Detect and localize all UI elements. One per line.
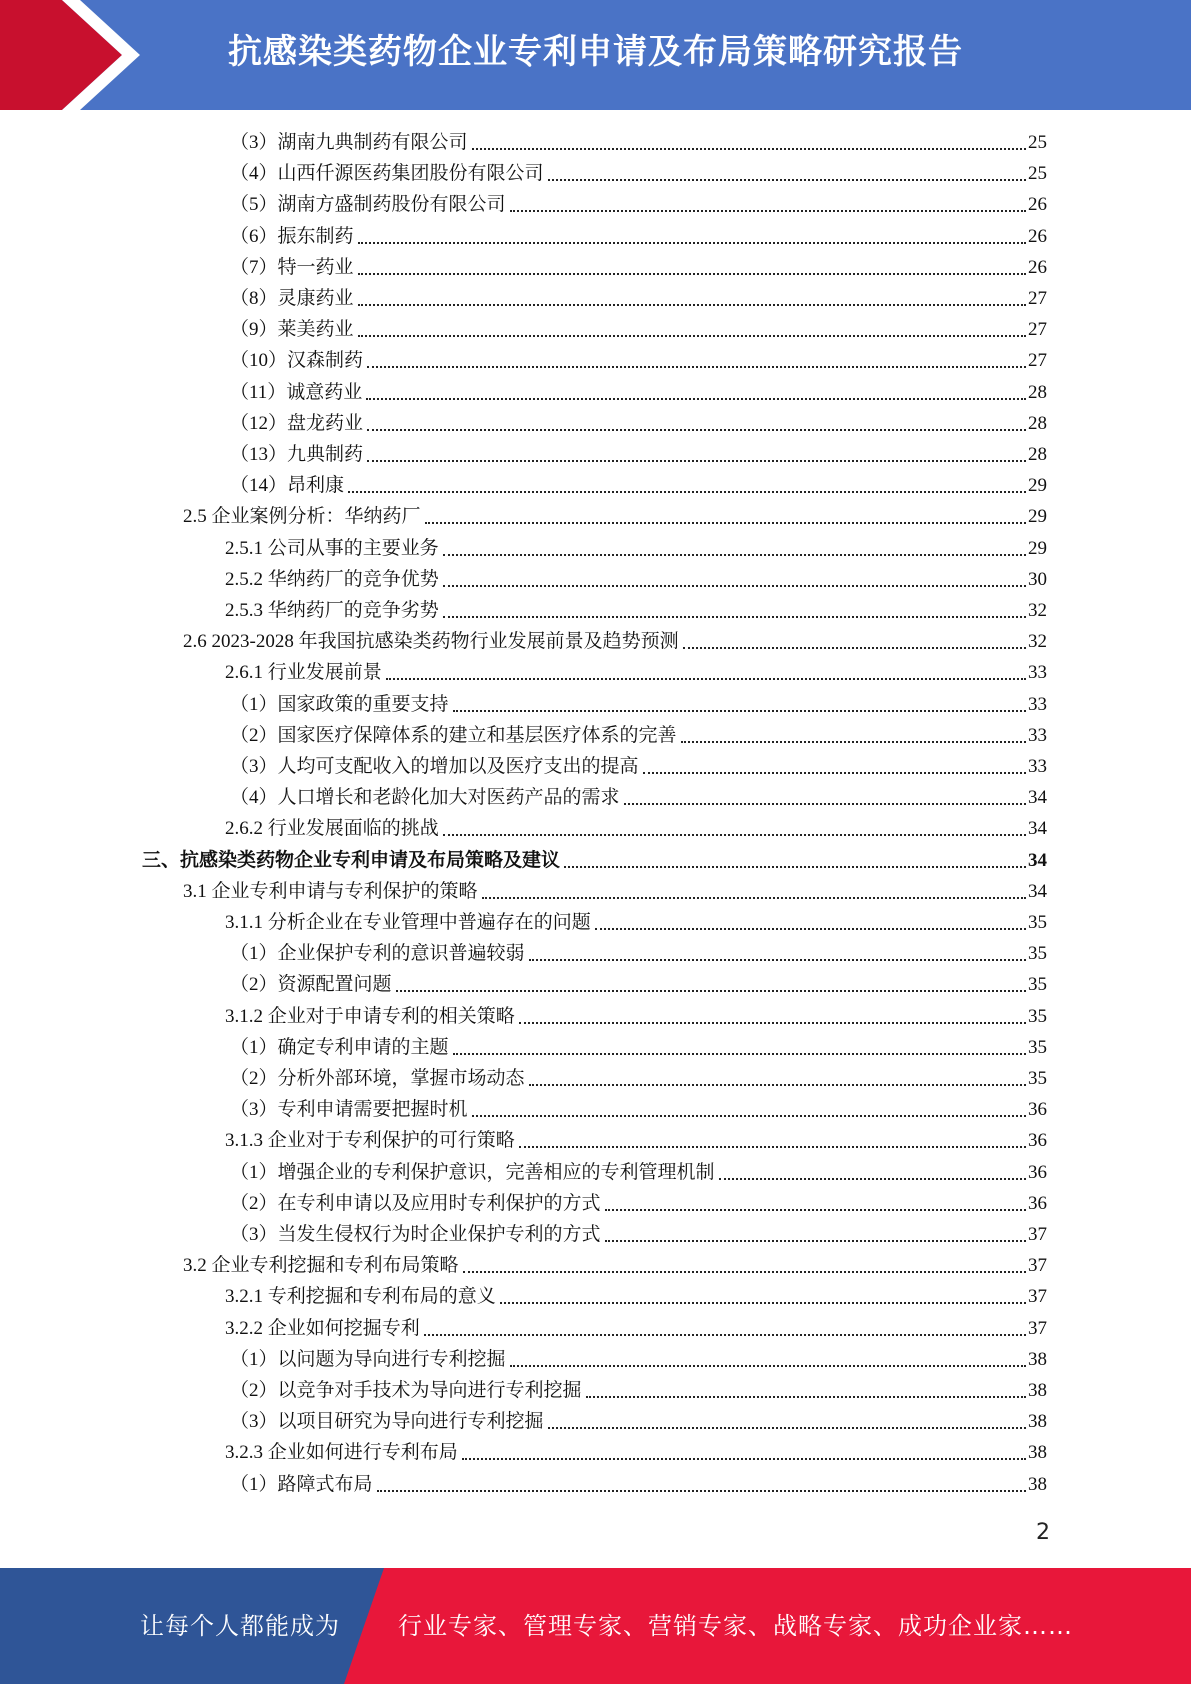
- toc-leader-dots: [396, 990, 1026, 992]
- toc-entry-label: 3.1 企业专利申请与专利保护的策略: [183, 880, 478, 902]
- toc-entry[interactable]: [230, 689, 1047, 720]
- toc-entry-label: （6）振东制药: [230, 225, 354, 247]
- toc-entry-page: 28: [1028, 381, 1047, 403]
- toc-entry-label: 3.1.1 分析企业在专业管理中普遍存在的问题: [225, 912, 591, 933]
- toc-entry-page: 34: [1028, 880, 1047, 902]
- toc-entry-page: 27: [1028, 350, 1047, 372]
- toc-entry-page: 27: [1028, 319, 1047, 341]
- toc-entry-page: 37: [1028, 1224, 1047, 1245]
- toc-entry-page: 29: [1028, 475, 1047, 497]
- report-footer: [0, 1568, 1191, 1684]
- toc-entry-label: 2.5.3 华纳药厂的竞争劣势: [225, 600, 439, 621]
- toc-entry-page: 36: [1028, 1192, 1047, 1214]
- toc-entry-label: （1）国家政策的重要支持: [230, 693, 449, 715]
- toc-leader-dots: [643, 772, 1026, 774]
- toc-entry-page: 33: [1028, 662, 1047, 684]
- toc-entry[interactable]: [230, 1157, 1047, 1188]
- toc-entry[interactable]: [230, 345, 1047, 376]
- toc-entry-page: 36: [1028, 1161, 1047, 1183]
- toc-entry-label: （3）人均可支配收入的增加以及医疗支出的提高: [230, 756, 639, 777]
- toc-entry-label: （1）企业保护专利的意识普遍较弱: [230, 943, 525, 965]
- toc-entry-label: （2）分析外部环境，掌握市场动态: [230, 1068, 525, 1089]
- toc-leader-dots: [519, 1146, 1026, 1148]
- toc-leader-dots: [462, 1458, 1026, 1460]
- toc-entry[interactable]: [230, 127, 1047, 158]
- toc-entry-label: 2.6 2023-2028 年我国抗感染类药物行业发展前景及趋势预测: [183, 631, 679, 653]
- toc-entry[interactable]: [230, 720, 1047, 751]
- toc-entry-label: （2）资源配置问题: [230, 974, 392, 996]
- toc-entry[interactable]: [230, 1344, 1047, 1375]
- toc-entry-label: （8）灵康药业: [230, 288, 354, 309]
- toc-entry-page: 26: [1028, 256, 1047, 278]
- toc-entry[interactable]: [225, 1313, 1047, 1344]
- toc-entry-page: 37: [1028, 1255, 1047, 1277]
- toc-entry[interactable]: [225, 1437, 1047, 1468]
- toc-leader-dots: [500, 1302, 1026, 1304]
- toc-entry[interactable]: [225, 1281, 1047, 1312]
- toc-entry[interactable]: [230, 1094, 1047, 1125]
- toc-leader-dots: [586, 1396, 1026, 1398]
- toc-entry-page: 38: [1028, 1442, 1047, 1464]
- toc-entry[interactable]: [225, 564, 1047, 595]
- toc-entry-label: （14）昂利康: [230, 475, 345, 497]
- report-title: 抗感染类药物企业专利申请及布局策略研究报告: [228, 32, 963, 72]
- toc-entry-label: 3.1.2 企业对于申请专利的相关策略: [225, 1005, 515, 1027]
- toc-entry-label: （4）山西仟源医药集团股份有限公司: [230, 163, 544, 185]
- toc-entry-label: （5）湖南方盛制药股份有限公司: [230, 194, 506, 216]
- toc-leader-dots: [366, 398, 1026, 400]
- toc-leader-dots: [482, 897, 1026, 899]
- toc-entry[interactable]: [230, 1406, 1047, 1437]
- toc-entry-page: 29: [1028, 506, 1047, 528]
- toc-entry-page: 38: [1028, 1348, 1047, 1370]
- toc-leader-dots: [529, 959, 1026, 961]
- toc-entry[interactable]: [230, 221, 1047, 252]
- toc-entry-label: （2）在专利申请以及应用时专利保护的方式: [230, 1192, 601, 1214]
- toc-entry-page: 37: [1028, 1286, 1047, 1308]
- toc-leader-dots: [510, 1365, 1026, 1367]
- toc-entry[interactable]: [230, 158, 1047, 189]
- toc-entry-page: 35: [1028, 912, 1047, 933]
- toc-leader-dots: [529, 1084, 1026, 1086]
- toc-entry[interactable]: [230, 314, 1047, 345]
- toc-leader-dots: [719, 1178, 1026, 1180]
- toc-entry-label: 3.2 企业专利挖掘和专利布局策略: [183, 1255, 459, 1277]
- toc-entry[interactable]: [183, 1250, 1047, 1281]
- toc-entry-label: 3.2.2 企业如何挖掘专利: [225, 1317, 420, 1339]
- toc-leader-dots: [424, 1334, 1026, 1336]
- toc-entry-label: （13）九典制药: [230, 444, 364, 465]
- toc-entry-label: （4）人口增长和老龄化加大对医药产品的需求: [230, 787, 620, 809]
- toc-entry[interactable]: [225, 1125, 1047, 1156]
- toc-leader-dots: [358, 273, 1026, 275]
- toc-entry[interactable]: [230, 1219, 1047, 1250]
- toc-entry-page: 27: [1028, 288, 1047, 309]
- toc-entry-page: 32: [1028, 631, 1047, 653]
- toc-entry-label: 3.2.1 专利挖掘和专利布局的意义: [225, 1286, 496, 1308]
- toc-entry-page: 35: [1028, 974, 1047, 996]
- toc-entry[interactable]: [225, 595, 1047, 626]
- toc-entry[interactable]: [230, 1469, 1047, 1500]
- toc-entry[interactable]: [225, 907, 1047, 938]
- toc-entry[interactable]: [183, 876, 1047, 907]
- toc-entry-label: （3）湖南九典制药有限公司: [230, 132, 468, 153]
- footer-tagline: 行业专家、管理专家、营销专家、战略专家、成功企业家……: [398, 1612, 1073, 1640]
- toc-entry-label: （3）当发生侵权行为时企业保护专利的方式: [230, 1224, 601, 1245]
- toc-entry-label: 三、抗感染类药物企业专利申请及布局策略及建议: [142, 849, 561, 871]
- toc-entry-page: 33: [1028, 724, 1047, 746]
- footer-slogan: 让每个人都能成为: [140, 1612, 340, 1640]
- toc-entry-page: 35: [1028, 1068, 1047, 1089]
- toc-leader-dots: [443, 585, 1026, 587]
- toc-entry[interactable]: [230, 1063, 1047, 1094]
- toc-leader-dots: [472, 1115, 1026, 1117]
- toc-entry[interactable]: [142, 845, 1047, 876]
- toc-leader-dots: [683, 647, 1026, 649]
- toc-leader-dots: [548, 1427, 1026, 1429]
- toc-entry-label: （1）路障式布局: [230, 1473, 373, 1495]
- toc-leader-dots: [453, 1053, 1026, 1055]
- toc-leader-dots: [605, 1240, 1026, 1242]
- toc-entry-label: （1）以问题为导向进行专利挖掘: [230, 1348, 506, 1370]
- toc-leader-dots: [443, 616, 1026, 618]
- toc-entry-label: （10）汉森制药: [230, 350, 364, 372]
- toc-leader-dots: [386, 678, 1026, 680]
- toc-entry[interactable]: [230, 408, 1047, 439]
- toc-leader-dots: [681, 741, 1026, 743]
- toc-entry-label: （12）盘龙药业: [230, 412, 364, 434]
- toc-entry[interactable]: [230, 938, 1047, 969]
- toc-entry[interactable]: [230, 1032, 1047, 1063]
- toc-entry-page: 35: [1028, 1036, 1047, 1058]
- toc-entry-label: （11）诚意药业: [230, 381, 363, 403]
- toc-entry[interactable]: [230, 1375, 1047, 1406]
- toc-entry[interactable]: [225, 1001, 1047, 1032]
- toc-leader-dots: [443, 834, 1026, 836]
- toc-entry[interactable]: [230, 969, 1047, 1000]
- toc-entry[interactable]: [230, 252, 1047, 283]
- toc-entry[interactable]: [183, 626, 1047, 657]
- report-header: [0, 0, 1191, 110]
- toc-entry-label: （1）确定专利申请的主题: [230, 1036, 449, 1058]
- toc-leader-dots: [358, 242, 1026, 244]
- toc-entry-page: 29: [1028, 537, 1047, 559]
- toc-leader-dots: [624, 803, 1026, 805]
- toc-leader-dots: [367, 460, 1026, 462]
- toc-leader-dots: [453, 710, 1026, 712]
- toc-leader-dots: [358, 335, 1026, 337]
- toc-entry-label: （2）以竞争对手技术为导向进行专利挖掘: [230, 1380, 582, 1401]
- toc-entry-page: 36: [1028, 1099, 1047, 1121]
- toc-leader-dots: [377, 1490, 1026, 1492]
- toc-entry-label: 2.6.2 行业发展面临的挑战: [225, 818, 439, 840]
- toc-entry-page: 26: [1028, 225, 1047, 247]
- toc-entry-label: 2.6.1 行业发展前景: [225, 662, 382, 684]
- toc-entry-page: 37: [1028, 1317, 1047, 1339]
- toc-leader-dots: [564, 866, 1026, 868]
- toc-entry-page: 38: [1028, 1411, 1047, 1433]
- toc-entry[interactable]: [230, 470, 1047, 501]
- toc-entry[interactable]: [183, 501, 1047, 532]
- toc-entry-label: 2.5 企业案例分析：华纳药厂: [183, 506, 421, 528]
- toc-entry-page: 34: [1028, 787, 1047, 809]
- toc-entry-page: 34: [1028, 818, 1047, 840]
- toc-entry-label: （1）增强企业的专利保护意识，完善相应的专利管理机制: [230, 1161, 715, 1183]
- toc-entry-page: 28: [1028, 412, 1047, 434]
- toc-leader-dots: [519, 1022, 1026, 1024]
- toc-entry-label: 3.2.3 企业如何进行专利布局: [225, 1442, 458, 1464]
- toc-entry[interactable]: [230, 439, 1047, 470]
- toc-entry-label: （7）特一药业: [230, 256, 354, 278]
- toc-entry-page: 38: [1028, 1380, 1047, 1401]
- toc-leader-dots: [463, 1271, 1026, 1273]
- toc-entry-page: 38: [1028, 1473, 1047, 1495]
- toc-entry-label: （3）专利申请需要把握时机: [230, 1099, 468, 1121]
- toc-entry-page: 25: [1028, 163, 1047, 185]
- toc-entry[interactable]: [230, 782, 1047, 813]
- toc-leader-dots: [595, 928, 1026, 930]
- toc-entry-page: 32: [1028, 600, 1047, 621]
- toc-entry-label: （2）国家医疗保障体系的建立和基层医疗体系的完善: [230, 724, 677, 746]
- toc-entry-label: （9）莱美药业: [230, 319, 354, 341]
- toc-entry-page: 33: [1028, 756, 1047, 777]
- toc-entry[interactable]: [230, 283, 1047, 314]
- toc-entry-label: 3.1.3 企业对于专利保护的可行策略: [225, 1130, 515, 1152]
- toc-entry-label: 2.5.2 华纳药厂的竞争优势: [225, 568, 439, 590]
- toc-entry-page: 33: [1028, 693, 1047, 715]
- toc-leader-dots: [367, 429, 1026, 431]
- toc-leader-dots: [443, 554, 1026, 556]
- toc-entry-page: 26: [1028, 194, 1047, 216]
- toc-entry[interactable]: [225, 533, 1047, 564]
- toc-entry[interactable]: [225, 657, 1047, 688]
- toc-entry-page: 35: [1028, 1005, 1047, 1027]
- toc-entry[interactable]: [230, 1188, 1047, 1219]
- toc-leader-dots: [348, 491, 1026, 493]
- toc-leader-dots: [548, 179, 1026, 181]
- toc-entry-page: 35: [1028, 943, 1047, 965]
- toc-leader-dots: [358, 304, 1026, 306]
- toc-leader-dots: [367, 366, 1026, 368]
- toc-leader-dots: [510, 210, 1026, 212]
- toc-entry-page: 28: [1028, 444, 1047, 465]
- toc-leader-dots: [605, 1209, 1026, 1211]
- page-number: 2: [1036, 1520, 1050, 1545]
- toc-leader-dots: [472, 148, 1026, 150]
- toc-entry[interactable]: [230, 189, 1047, 220]
- toc-entry[interactable]: [230, 751, 1047, 782]
- toc-entry-page: 36: [1028, 1130, 1047, 1152]
- toc-entry-label: 2.5.1 公司从事的主要业务: [225, 537, 439, 559]
- toc-entry-page: 30: [1028, 568, 1047, 590]
- toc-entry-page: 34: [1028, 849, 1047, 871]
- toc-entry-page: 25: [1028, 132, 1047, 153]
- toc-entry[interactable]: [225, 813, 1047, 844]
- toc-entry-label: （3）以项目研究为导向进行专利挖掘: [230, 1411, 544, 1433]
- toc-entry[interactable]: [230, 377, 1047, 408]
- toc-leader-dots: [425, 522, 1026, 524]
